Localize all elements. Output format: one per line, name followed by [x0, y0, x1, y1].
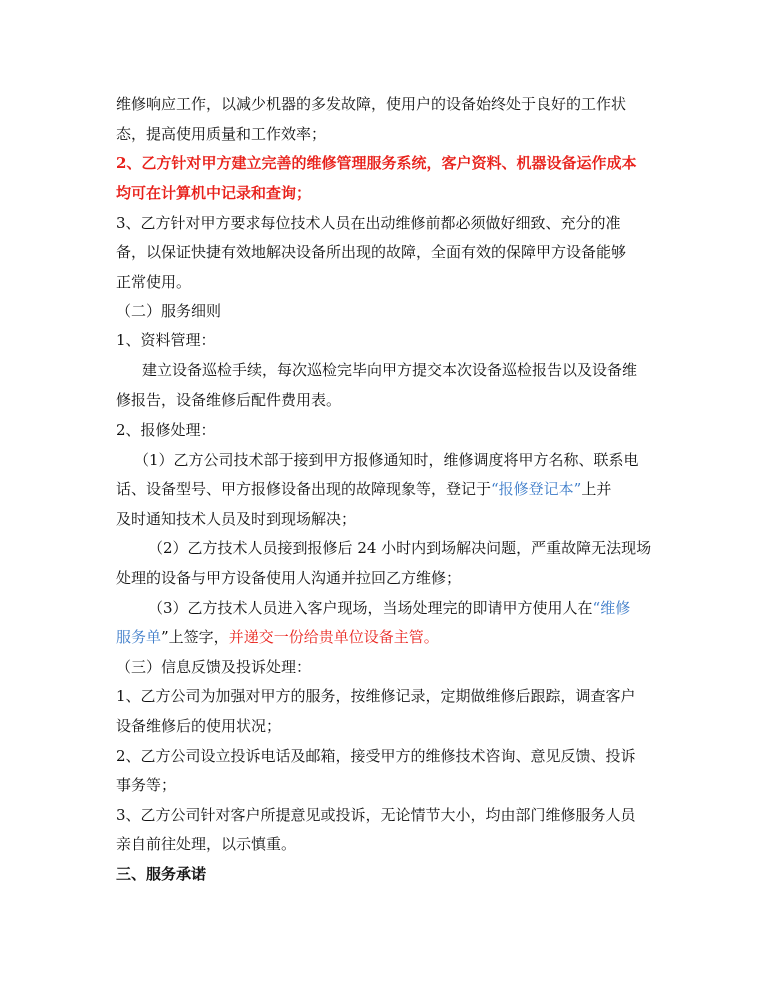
linked-term: 服务单: [116, 628, 162, 646]
paragraph-line: 正常使用。: [116, 273, 192, 291]
text-span: ”上签字，: [161, 628, 229, 646]
linked-term: “维修: [592, 599, 631, 617]
paragraph-line: 建立设备巡检手续，每次巡检完毕向甲方提交本次设备巡检报告以及设备维: [142, 361, 638, 379]
section-heading: （三）信息反馈及投诉处理：: [116, 658, 312, 676]
paragraph-line: 备，以保证快捷有效地解决设备所出现的故障，全面有效的保障甲方设备能够: [116, 243, 627, 261]
paragraph-line: （2）乙方技术人员接到报修后 24 小时内到场解决问题，严重故障无法现场: [148, 539, 652, 557]
paragraph-line: 及时通知技术人员及时到现场解决；: [116, 510, 357, 528]
paragraph-line: 事务等；: [116, 776, 177, 794]
highlight-line: 2、乙方针对甲方建立完善的维修管理服务系统，客户资料、机器设备运作成本: [116, 154, 637, 172]
text-span: （3）乙方技术人员进入客户现场，当场处理完的即请甲方使用人在: [148, 599, 593, 617]
paragraph-line: 维修响应工作，以减少机器的多发故障，使用户的设备始终处于良好的工作状: [116, 95, 627, 113]
paragraph-line: 修报告，设备维修后配件费用表。: [116, 391, 342, 409]
paragraph-line: [116, 479, 654, 499]
subheading: 2、报修处理：: [116, 421, 216, 439]
paragraph-line: 处理的设备与甲方设备使用人沟通并拉回乙方维修；: [116, 569, 462, 587]
paragraph-line: （1）乙方公司技术部于接到甲方报修通知时，维修调度将甲方名称、联系电: [134, 451, 639, 469]
highlight-text: 并递交一份给贵单位设备主管。: [228, 628, 439, 646]
paragraph-line: 2、乙方公司设立投诉电话及邮箱，接受甲方的维修技术咨询、意见反馈、投诉: [116, 747, 636, 765]
paragraph-line: 3、乙方公司针对客户所提意见或投诉，无论情节大小，均由部门维修服务人员: [116, 806, 636, 824]
paragraph-line: 1、乙方公司为加强对甲方的服务，按维修记录，定期做维修后跟踪，调查客户: [116, 687, 636, 705]
paragraph-line: 亲自前往处理，以示慎重。: [116, 835, 297, 853]
paragraph-line: [148, 598, 654, 618]
paragraph-line: 3、乙方针对甲方要求每位技术人员在出动维修前都必须做好细致、充分的准: [116, 214, 621, 232]
text-span: 话、设备型号、甲方报修设备出现的故障现象等，登记于: [116, 480, 492, 498]
section-heading: （二）服务细则: [116, 302, 222, 320]
subheading: 1、资料管理：: [116, 331, 216, 349]
text-span: 上并: [581, 480, 612, 498]
paragraph-line: [116, 627, 654, 647]
paragraph-line: 设备维修后的使用状况；: [116, 717, 282, 735]
highlight-line: 均可在计算机中记录和查询；: [116, 184, 312, 202]
chapter-heading: 三、服务承诺: [116, 865, 207, 883]
paragraph-line: 态，提高使用质量和工作效率；: [116, 125, 327, 143]
linked-term: “报修登记本”: [491, 480, 582, 498]
